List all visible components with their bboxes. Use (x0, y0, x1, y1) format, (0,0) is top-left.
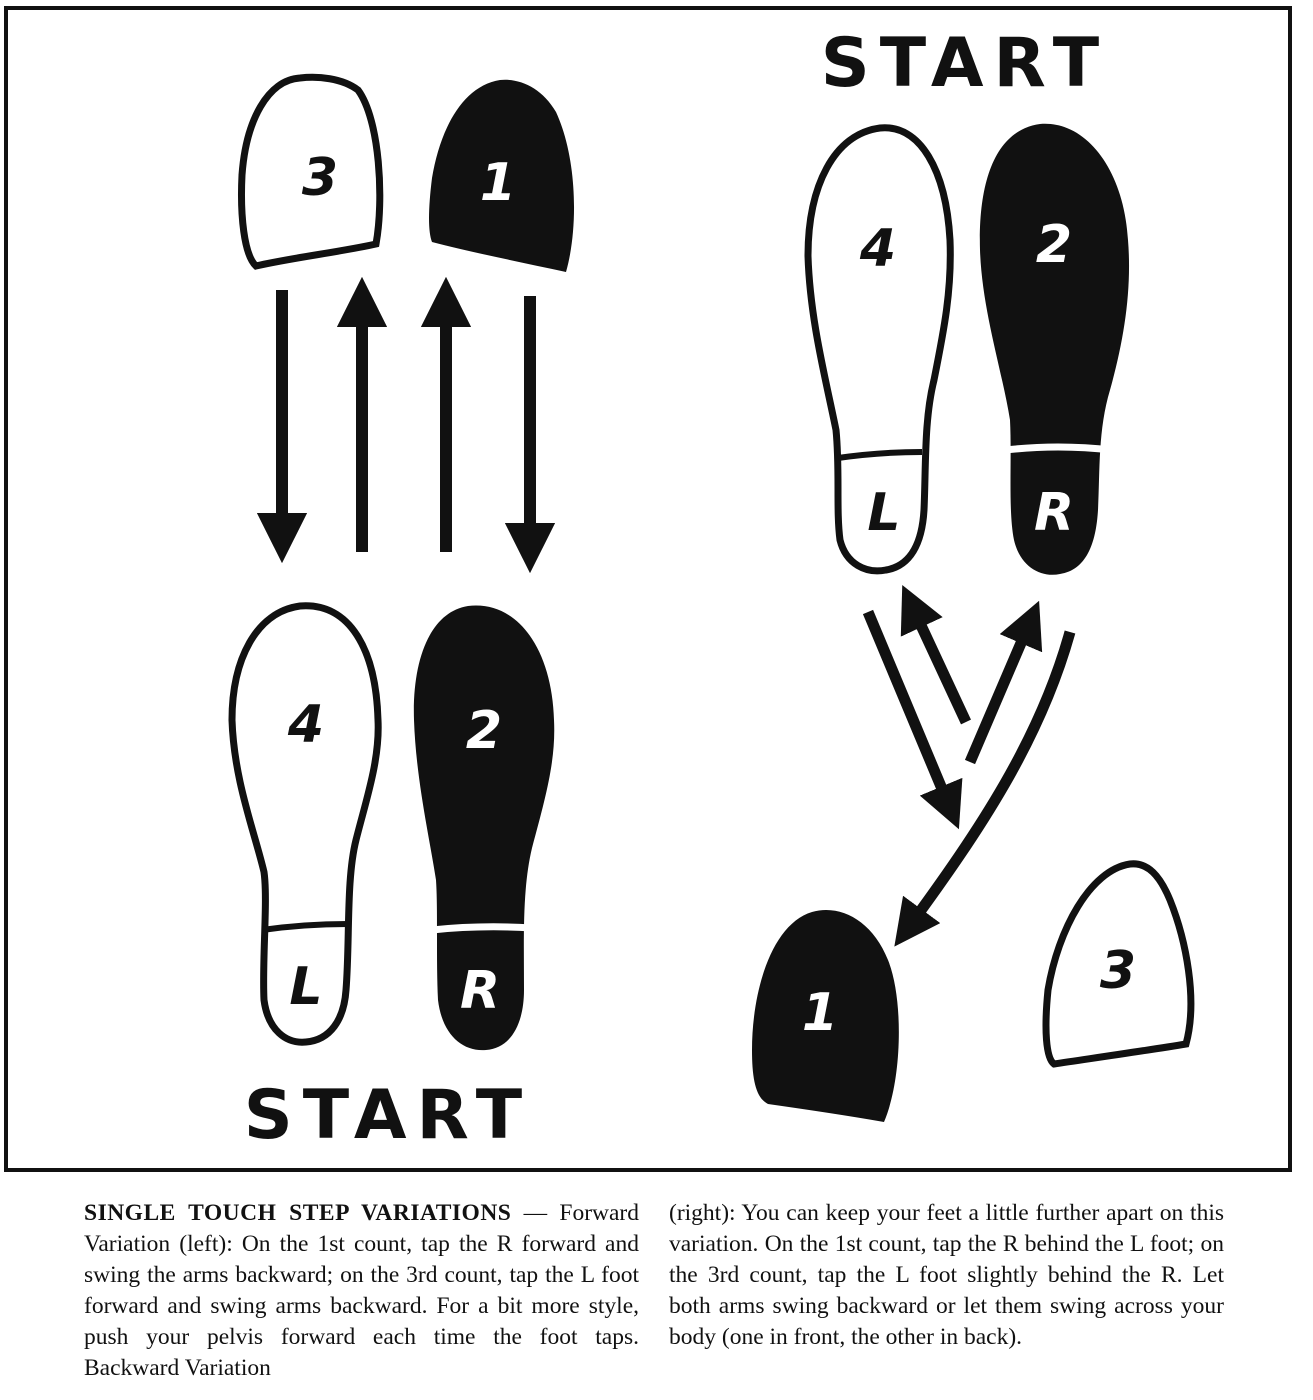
step-3-left-toe-backward (1046, 864, 1191, 1064)
caption-column-right (669, 1198, 1224, 1353)
heel-label-L: L (289, 957, 323, 1017)
step-2-count-backward: 2 (1035, 215, 1073, 275)
step-1-right-toe (429, 80, 574, 272)
arrow-diag-down-right (868, 612, 950, 808)
step-2-count: 2 (465, 701, 503, 761)
arrow-diag-up-left (912, 606, 966, 722)
arrow-diag-down-left (908, 632, 1070, 928)
step-4-count-backward: 4 (859, 219, 897, 279)
caption-heading: SINGLE TOUCH STEP VARIATIONS (84, 1200, 512, 1226)
step-2-right-foot-backward (980, 124, 1129, 575)
start-label-left: START (243, 1076, 533, 1155)
step-3-count: 3 (301, 148, 339, 208)
step-4-left-foot (232, 606, 378, 1042)
step-3-left-toe (242, 77, 380, 266)
step-1-right-toe-backward (752, 910, 899, 1122)
caption-right-text: (right): You can keep your feet a little further apart on this variation. On the 1st count, tap the R behind the L foot; on the 3rd count, tap the L foot slightly behind the R. Let both arms swing backward or let them swing across your body (one in front, the other in back). (669, 1200, 1224, 1350)
step-4-left-foot-backward (808, 128, 950, 571)
caption-left-text: — Forward Variation (left): On the 1st count, tap the R forward and swing the arms backward; on the 3rd count, tap the L foot forward and swing arms backward. For a bit more style, push your pelvis forward each time the foot taps. Backward Variation (84, 1200, 639, 1381)
start-label-right: START (820, 24, 1110, 103)
arrow-diag-up-right (970, 622, 1030, 762)
caption-column-left (84, 1198, 639, 1384)
forward-variation-diagram (232, 77, 574, 1155)
heel-label-R: R (459, 961, 501, 1021)
step-1-count: 1 (479, 153, 517, 213)
step-2-right-foot (414, 606, 554, 1051)
caption (84, 1198, 1224, 1394)
backward-variation-diagram (752, 24, 1191, 1122)
step-4-count: 4 (287, 695, 325, 755)
step-1-count-backward: 1 (801, 983, 839, 1043)
step-3-count-backward: 3 (1099, 941, 1137, 1001)
heel-label-L-backward: L (867, 483, 901, 543)
heel-label-R-backward: R (1033, 483, 1075, 543)
